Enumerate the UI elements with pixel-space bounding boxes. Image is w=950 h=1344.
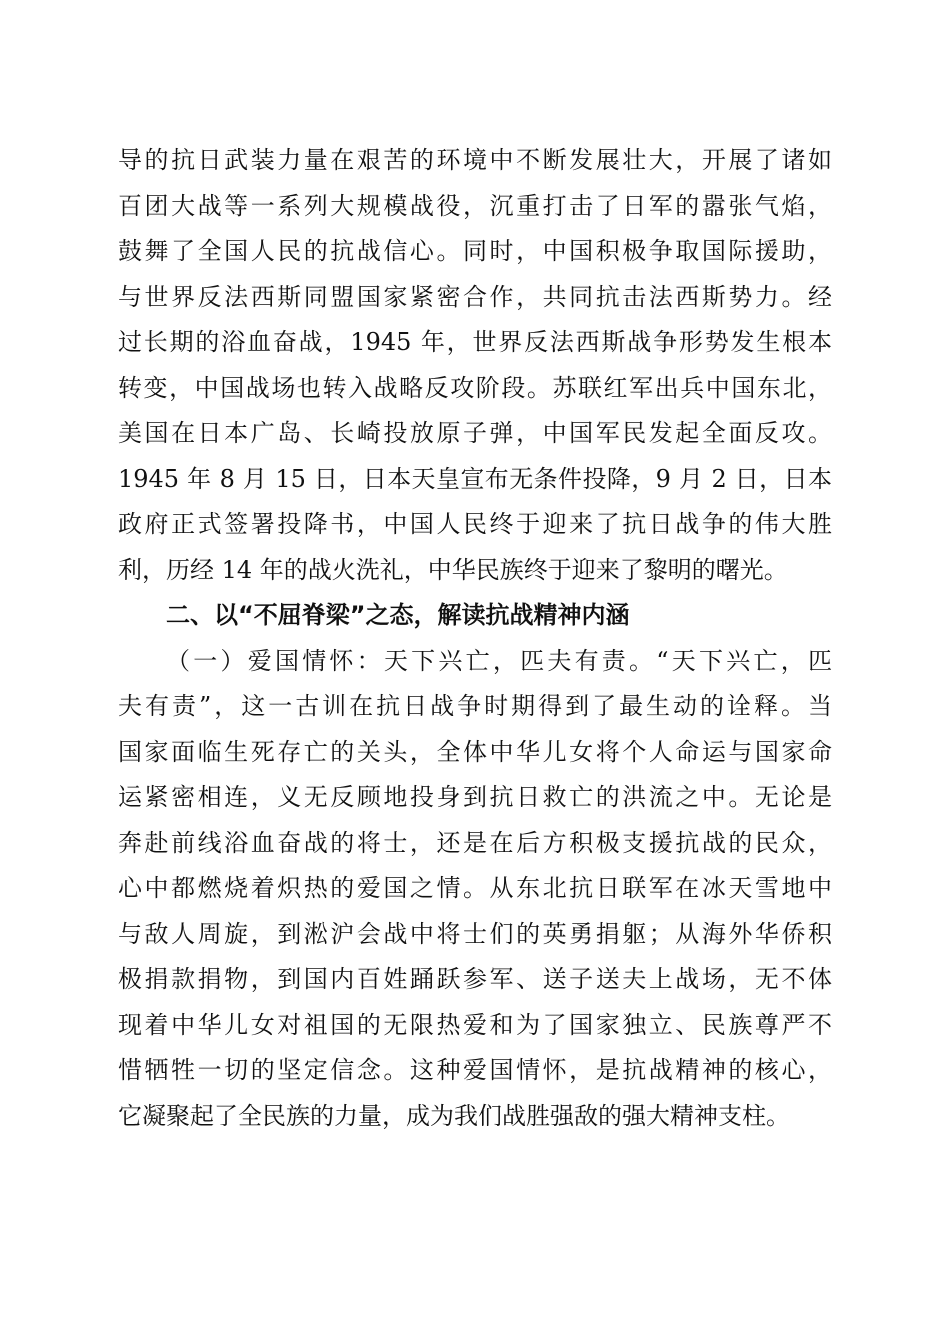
paragraph-line: 运紧密相连，义无反顾地投身到抗日救亡的洪流之中。无论是 [118, 783, 832, 811]
paragraph-line: 现着中华儿女对祖国的无限热爱和为了国家独立、民族尊严不 [118, 1010, 832, 1039]
paragraph-line: 美国在日本广岛、长崎投放原子弹，中国军民发起全面反攻。 [118, 419, 832, 447]
section-heading: 二、以“不屈脊梁”之态，解读抗战精神内涵 [166, 601, 630, 629]
paragraph-line: 政府正式签署投降书，中国人民终于迎来了抗日战争的伟大胜 [118, 510, 832, 538]
paragraph-line: 1945 年 8 月 15 日，日本天皇宣布无条件投降，9 月 2 日，日本 [118, 464, 832, 493]
paragraph-line: 国家面临生死存亡的关头，全体中华儿女将个人命运与国家命 [118, 737, 832, 766]
document-body [118, 138, 832, 1139]
paragraph-line: 与世界反法西斯同盟国家紧密合作，共同抗击法西斯势力。经 [118, 282, 832, 311]
paragraph-line: 鼓舞了全国人民的抗战信心。同时，中国积极争取国际援助， [118, 237, 832, 265]
paragraph-line: 心中都燃烧着炽热的爱国之情。从东北抗日联军在冰天雪地中 [118, 874, 832, 902]
paragraph-line: 百团大战等一系列大规模战役，沉重打击了日军的嚣张气焰， [118, 191, 832, 220]
paragraph-line: 转变，中国战场也转入战略反攻阶段。苏联红军出兵中国东北， [118, 373, 832, 402]
paragraph-line: 奔赴前线浴血奋战的将士，还是在后方积极支援抗战的民众， [118, 828, 832, 857]
paragraph-line: 利，历经 14 年的战火洗礼，中华民族终于迎来了黎明的曙光。 [118, 555, 788, 584]
paragraph-line: 极捐款捐物，到国内百姓踊跃参军、送子送夫上战场，无不体 [118, 965, 832, 993]
paragraph-line: 过长期的浴血奋战，1945 年，世界反法西斯战争形势发生根本 [118, 328, 832, 356]
paragraph-line: 与敌人周旋，到淞沪会战中将士们的英勇捐躯；从海外华侨积 [118, 919, 832, 948]
paragraph-line: 夫有责”，这一古训在抗日战争时期得到了最生动的诠释。当 [118, 692, 832, 720]
paragraph-line: 惜牺牲一切的坚定信念。这种爱国情怀，是抗战精神的核心， [118, 1056, 832, 1084]
paragraph-line: 它凝聚起了全民族的力量，成为我们战胜强敌的强大精神支柱。 [118, 1101, 790, 1130]
paragraph-line: 导的抗日武装力量在艰苦的环境中不断发展壮大，开展了诸如 [118, 146, 832, 174]
subsection-heading-line: （一）爱国情怀：天下兴亡，匹夫有责。“天下兴亡，匹 [166, 646, 832, 675]
